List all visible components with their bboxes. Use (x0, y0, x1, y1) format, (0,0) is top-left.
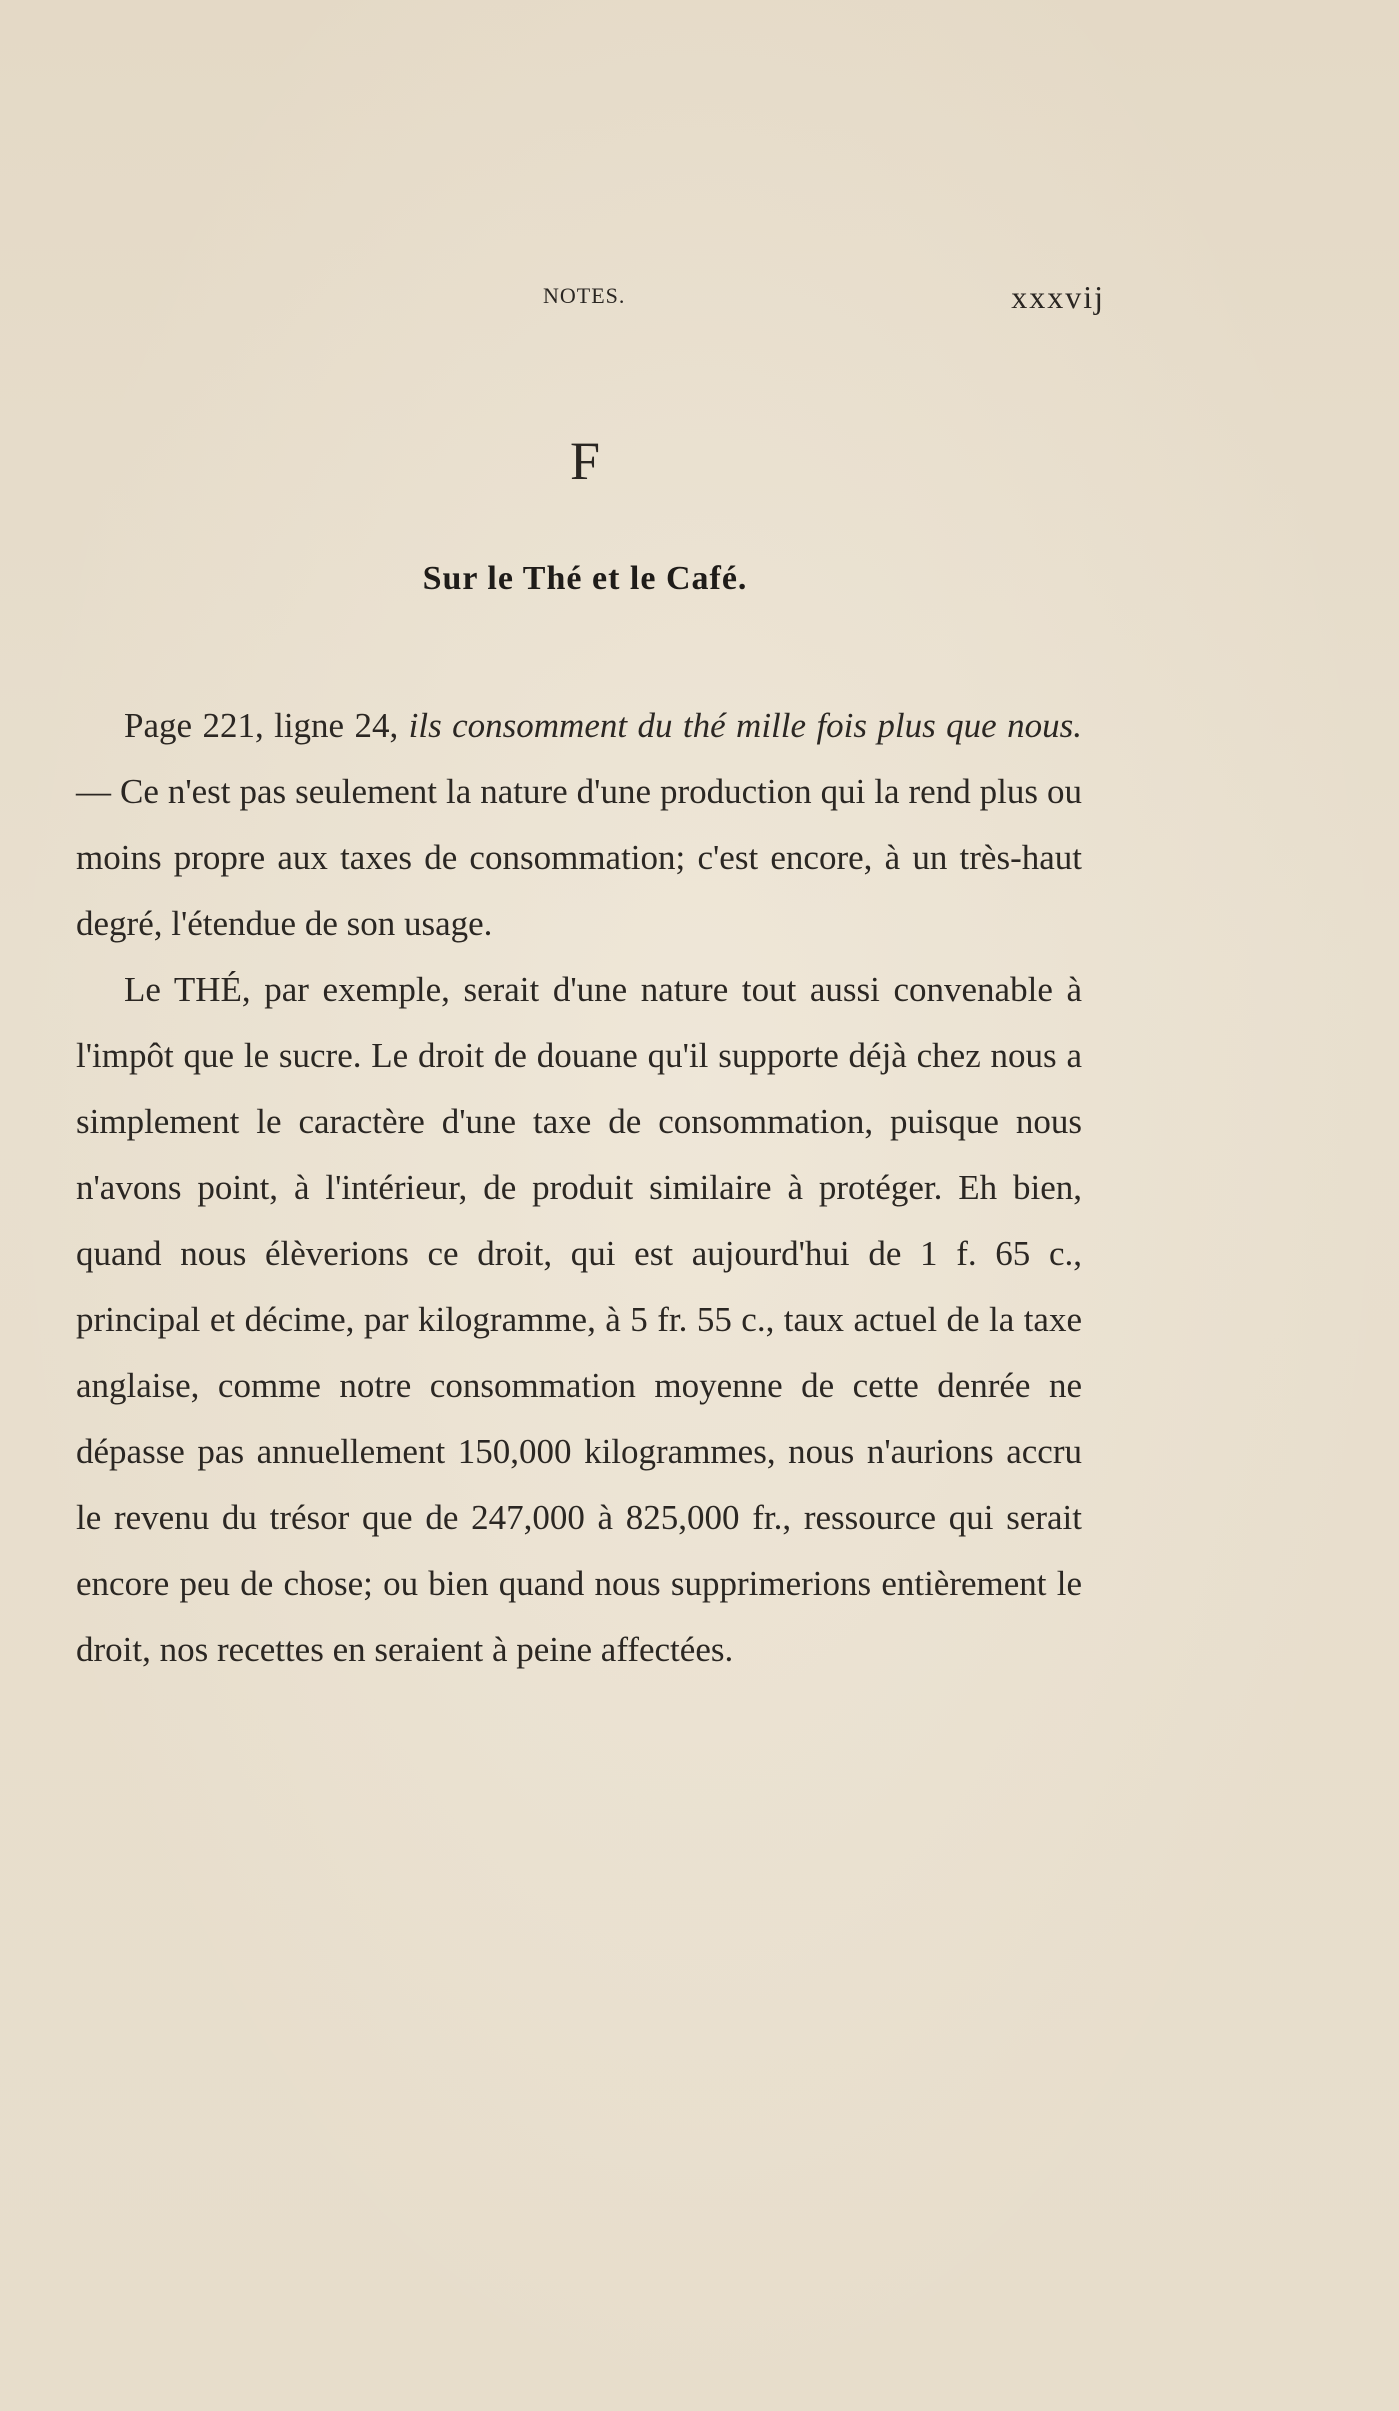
running-title: NOTES. (543, 283, 626, 308)
running-head (75, 279, 1105, 323)
paragraph-1-quote: ils consomment du thé mille fois plus que nous. (408, 706, 1082, 745)
paragraph-1 (76, 693, 1082, 957)
body-text (76, 693, 1082, 1683)
section-letter: F (569, 431, 601, 491)
paragraph-2: Le THÉ, par exemple, serait d'une nature tout aussi convenable à l'impôt que le sucre. Le droit de douane qu'il supporte déjà chez nous a simplement le caractère d'une taxe de consommation, puisque nous n'avons point, à l'intérieur, de produit similaire à protéger. Eh bien, quand nous élèverions ce droit, qui est aujourd'hui de 1 f. 65 c., principal et décime, par kilogramme, à 5 fr. 55 c., taux actuel de la taxe anglaise, comme notre consommation moyenne de cette denrée ne dépasse pas annuellement 150,000 kilogrammes, nous n'aurions accru le revenu du trésor que de 247,000 à 825,000 fr., ressource qui serait encore peu de chose; ou bien quand nous supprimerions entièrement le droit, nos recettes en seraient à peine affectées. (76, 970, 1082, 1669)
section-title: Sur le Thé et le Café. (422, 560, 748, 597)
page-number: xxxvij (1011, 279, 1105, 315)
paragraph-1-lead: Page 221, ligne 24, (124, 706, 409, 745)
paragraph-1-rest: — Ce n'est pas seulement la nature d'une production qui la rend plus ou moins propre aux taxes de consommation; c'est encore, à un très-haut degré, l'étendue de son usage. (76, 772, 1082, 943)
